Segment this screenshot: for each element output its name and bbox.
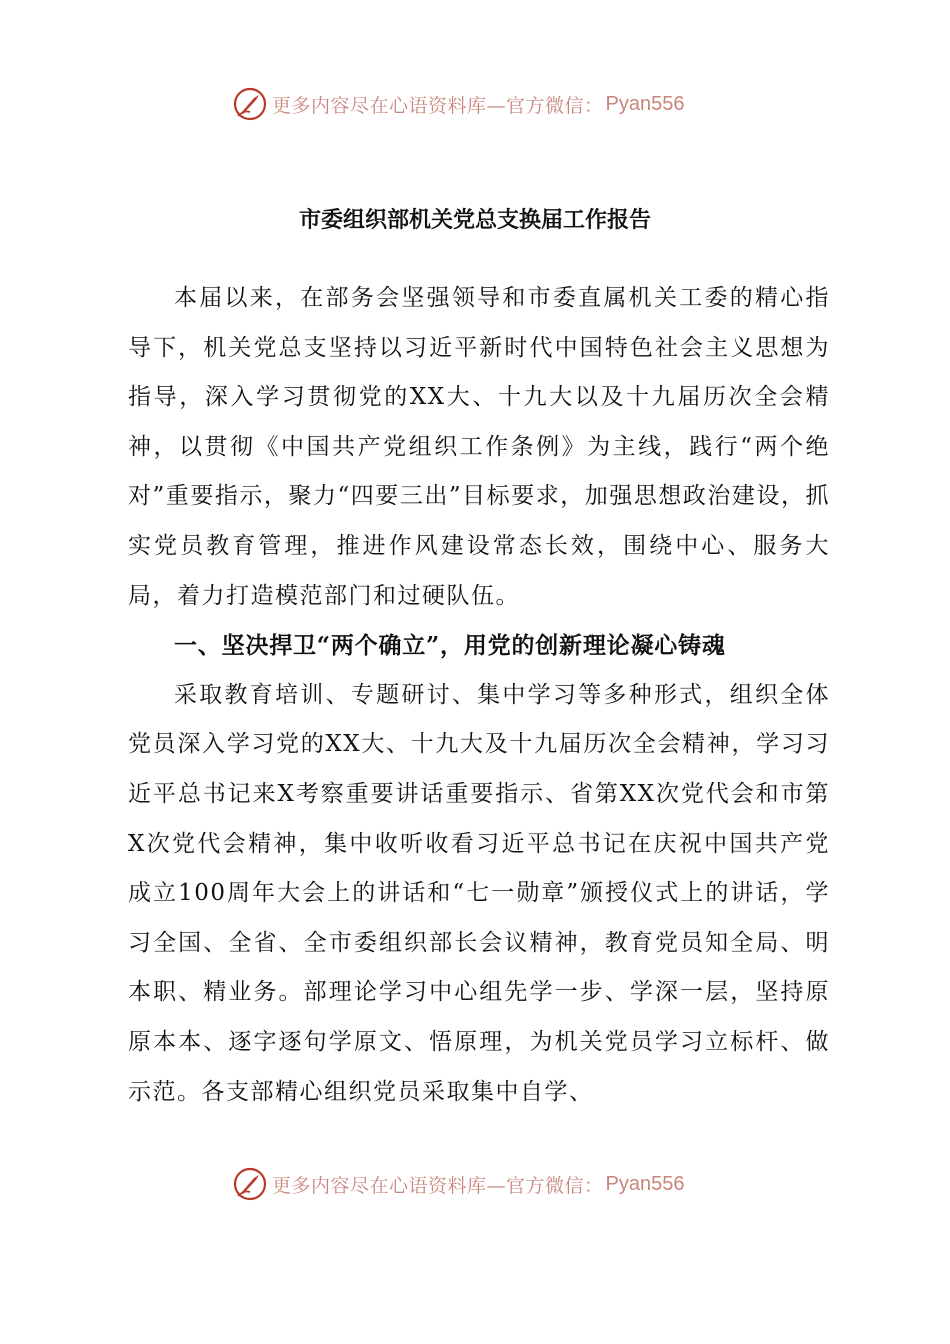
document-body [128,274,830,1117]
watermark-text: 更多内容尽在心语资料库—官方微信： [272,94,604,117]
document-title: 市委组织部机关党总支换届工作报告 [298,207,651,233]
section-heading: 一、坚决捍卫“两个确立”，用党的创新理论凝心铸魂 [174,632,726,660]
intro-paragraph: 本届以来，在部务会坚强领导和市委直属机关工委的精心指导下，机关党总支坚持以习近平新时代中国特色社会主义思想为指导，深入学习贯彻党的XX大、十九大以及十九届历次全会精神，以贯彻《中国共产党组织工作条例》为主线，践行“两个绝对”重要指示，聚力“四要三出”目标要求，加强思想政治建设，抓实党员教育管理，推进作风建设常态长效，围绕中心、服务大局，着力打造模范部门和过硬队伍。 [128,285,830,609]
watermark-wechat-id: Pyan556 [605,92,685,115]
pen-nib-logo-icon [232,1166,268,1202]
section-paragraph: 采取教育培训、专题研讨、集中学习等多种形式，组织全体党员深入学习党的XX大、十九大及十九届历次全会精神，学习习近平总书记来X考察重要讲话重要指示、省第XX次党代会和市第X次党代会精神，集中收听收看习近平总书记在庆祝中国共产党成立100周年大会上的讲话和“七一勋章”颁授仪式上的讲话，学习全国、全省、全市委组织部长会议精神，教育党员知全局、明本职、精业务。部理论学习中心组先学一步、学深一层，坚持原原本本、逐字逐句学原文、悟原理，为机关党员学习立标杆、做示范。各支部精心组织党员采取集中自学、 [128,681,830,1105]
footer-watermark [232,1164,684,1204]
header-watermark [232,84,684,124]
watermark-wechat-id: Pyan556 [605,1172,685,1195]
watermark-text: 更多内容尽在心语资料库—官方微信： [272,1174,604,1197]
pen-nib-logo-icon [232,86,268,122]
